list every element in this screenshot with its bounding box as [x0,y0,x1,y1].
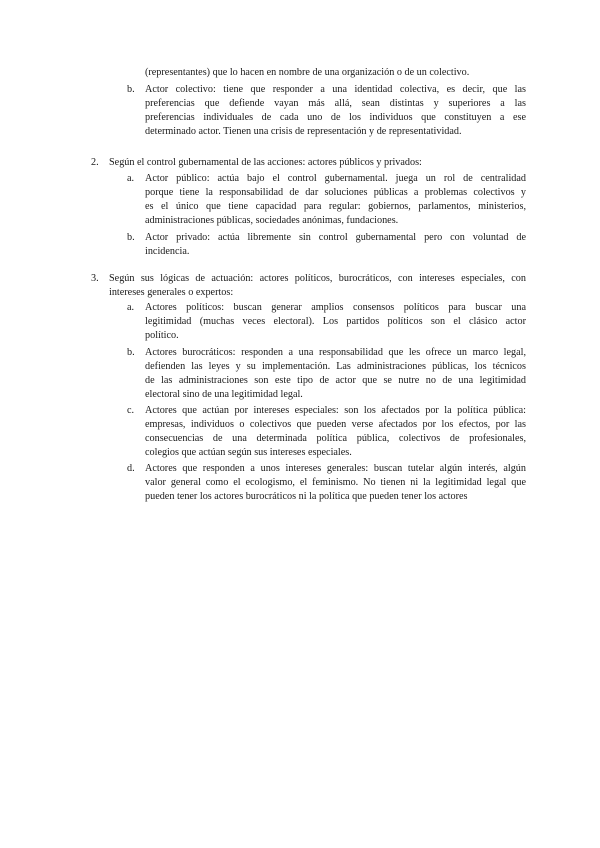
paragraph-line: Actores burocráticos: responden a una responsabilidad que les ofrece un marco legal, [145,347,526,358]
list-marker: b. [127,84,135,95]
paragraph-line: Actor colectivo: tiene que responder a una identidad colectiva, es decir, que las [145,84,526,95]
paragraph-line: administraciones públicas, sociedades anónimas, fundaciones. [145,215,399,226]
paragraph-line: valor general como el ecologismo, el feminismo. No tienen ni la legitimidad legal que [145,477,526,488]
paragraph-line: pueden tener los actores burocráticos ni la política que pueden tener los actores [145,491,468,502]
list-marker: b. [127,232,135,243]
section-number: 2. [91,157,99,168]
section-heading: intereses generales o expertos: [109,287,234,298]
paragraph-line: colegios que actúan según sus intereses especiales. [145,447,352,458]
section-heading: Según el control gubernamental de las acciones: actores públicos y privados: [109,157,422,168]
list-marker: c. [127,405,135,416]
paragraph-line: determinado actor. Tienen una crisis de representación y de representatividad. [145,126,462,137]
paragraph-line: empresas, individuos o colectivos que pueden verse afectados por los efectos, por las [145,419,526,430]
paragraph-line: de las administraciones son este tipo de actor que se nutre no de una legitimidad [145,375,526,386]
list-marker: a. [127,302,135,313]
paragraph-line: Actor privado: actúa libremente sin control gubernamental pero con voluntad de [145,232,526,243]
paragraph-line: (representantes) que lo hacen en nombre de una organización o de un colectivo. [145,67,470,78]
paragraph-line: preferencias individuales de cada uno de los individuos que constituyen a ese [145,112,526,123]
list-marker: a. [127,173,135,184]
list-marker: d. [127,463,135,474]
paragraph-line: Actores que actúan por intereses especiales: son los afectados por la política pública: [145,405,526,416]
paragraph-line: legitimidad (muchas veces electoral). Los partidos políticos son el clásico actor [145,316,526,327]
paragraph-line: preferencias que defiende vayan más allá, sean distintas y superiores a las [145,98,526,109]
section-heading: Según sus lógicas de actuación: actores políticos, burocráticos, con intereses especiales, con [109,273,526,284]
list-marker: b. [127,347,135,358]
paragraph-line: incidencia. [145,246,190,257]
section-number: 3. [91,273,99,284]
paragraph-line: Actores que responden a unos intereses generales: buscan tutelar algún interés, algún [145,463,526,474]
paragraph-line: Actor público: actúa bajo el control gubernamental. juega un rol de centralidad [145,173,526,184]
paragraph-line: es el único que tiene capacidad para regular: gobiernos, parlamentos, ministerios, [145,201,526,212]
paragraph-line: porque tiene la responsabilidad de dar soluciones públicas a problemas colectivos y [145,187,526,198]
paragraph-line: electoral sino de una legitimidad legal. [145,389,303,400]
paragraph-line: Actores políticos: buscan generar amplios consensos políticos para buscar una [145,302,526,313]
paragraph-line: consecuencias de una determinada política pública, colectivos de profesionales, [145,433,526,444]
paragraph-line: defienden las leyes y su implementación. Las administraciones públicas, los técnicos [145,361,526,372]
paragraph-line: político. [145,330,179,341]
